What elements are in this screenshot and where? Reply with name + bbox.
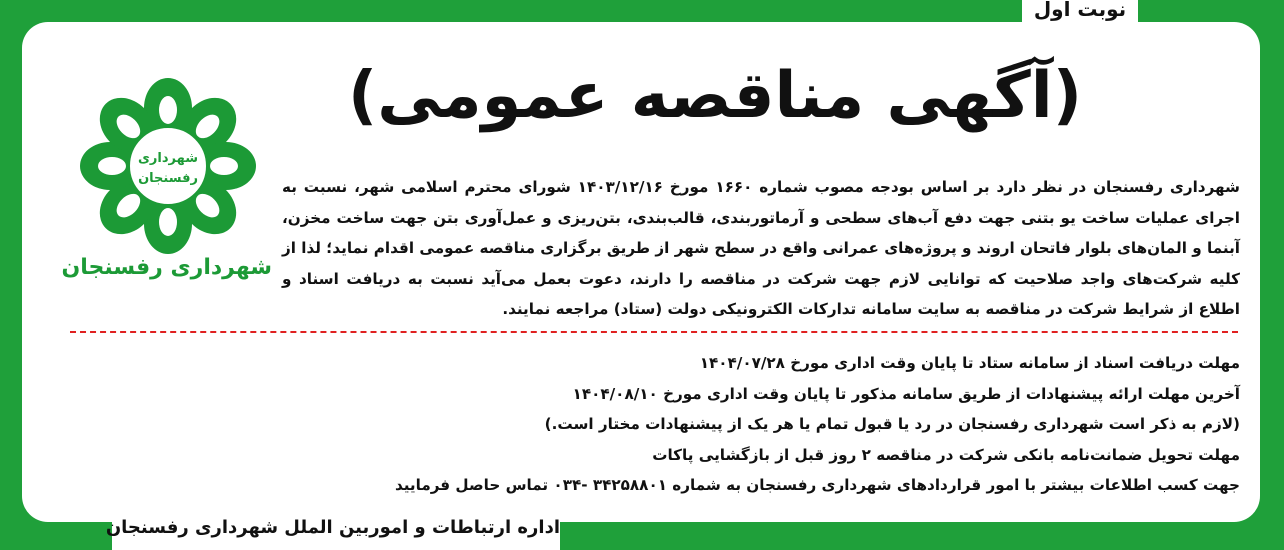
- detail-contact-info: جهت کسب اطلاعات بیشتر با امور قراردادهای شهرداری رفسنجان به شماره ۳۴۲۵۸۸۰۱ -۰۳۴ تماس حاصل فرمایید: [394, 476, 1240, 494]
- detail-guarantee-deadline: مهلت تحویل ضمانت‌نامه بانکی شرکت در مناقصه ۲ روز قبل از بازگشایی پاکات: [652, 445, 1240, 464]
- detail-documents-deadline: مهلت دریافت اسناد از سامانه ستاد تا پایان وقت اداری مورخ ۱۴۰۴/۰۷/۲۸: [699, 354, 1240, 372]
- tender-details: [394, 348, 1240, 501]
- dashed-divider: [70, 331, 1238, 333]
- logo-seal-line1: شهرداری: [138, 151, 198, 166]
- logo-seal-line2: رفسنجان: [138, 171, 198, 186]
- footer-department: اداره ارتباطات و اموربین الملل شهرداری رفسنجان: [112, 513, 560, 550]
- round-label: نوبت اول: [1022, 0, 1138, 24]
- detail-proposals-deadline: آخرین مهلت ارائه پیشنهادات از طریق سامانه مذکور تا پایان وقت اداری مورخ ۱۴۰۴/۰۸/۱۰: [572, 384, 1240, 403]
- detail-rights-note: (لازم به ذکر است شهرداری رفسنجان در رد یا قبول تمام یا هر یک از پیشنهادات مختار است.): [544, 415, 1240, 433]
- logo-caption: شهرداری رفسنجان: [61, 255, 272, 280]
- notice-title: (آگهی مناقصه عمومی): [348, 59, 1082, 133]
- notice-paragraph: شهرداری رفسنجان در نظر دارد بر اساس بودجه مصوب شماره ۱۶۶۰ مورخ ۱۴۰۳/۱۲/۱۶ شورای محترم اسلامی شهر، نسبت به اجرای عملیات ساخت یو بتنی جهت دفع آب‌های سطحی و آرماتوربندی، قالب‌بندی، بتن‌ریزی و عمل‌آوری بتن جهت ساخت مخزن، آبنما و المان‌های بلوار فاتحان اروند و پروژه‌های عمرانی واقع در سطح شهر از طریق برگزاری مناقصه عمومی اقدام نماید؛ لذا از کلیه شرکت‌های واجد صلاحیت که توانایی لازم جهت شرکت در مناقصه را دارند، دعوت بعمل می‌آید نسبت به دریافت اسناد و اطلاع از شرایط شرکت در مناقصه به سایت سامانه تدارکات الکترونیکی دولت (ستاد) مراجعه نمایند.: [282, 178, 1240, 318]
